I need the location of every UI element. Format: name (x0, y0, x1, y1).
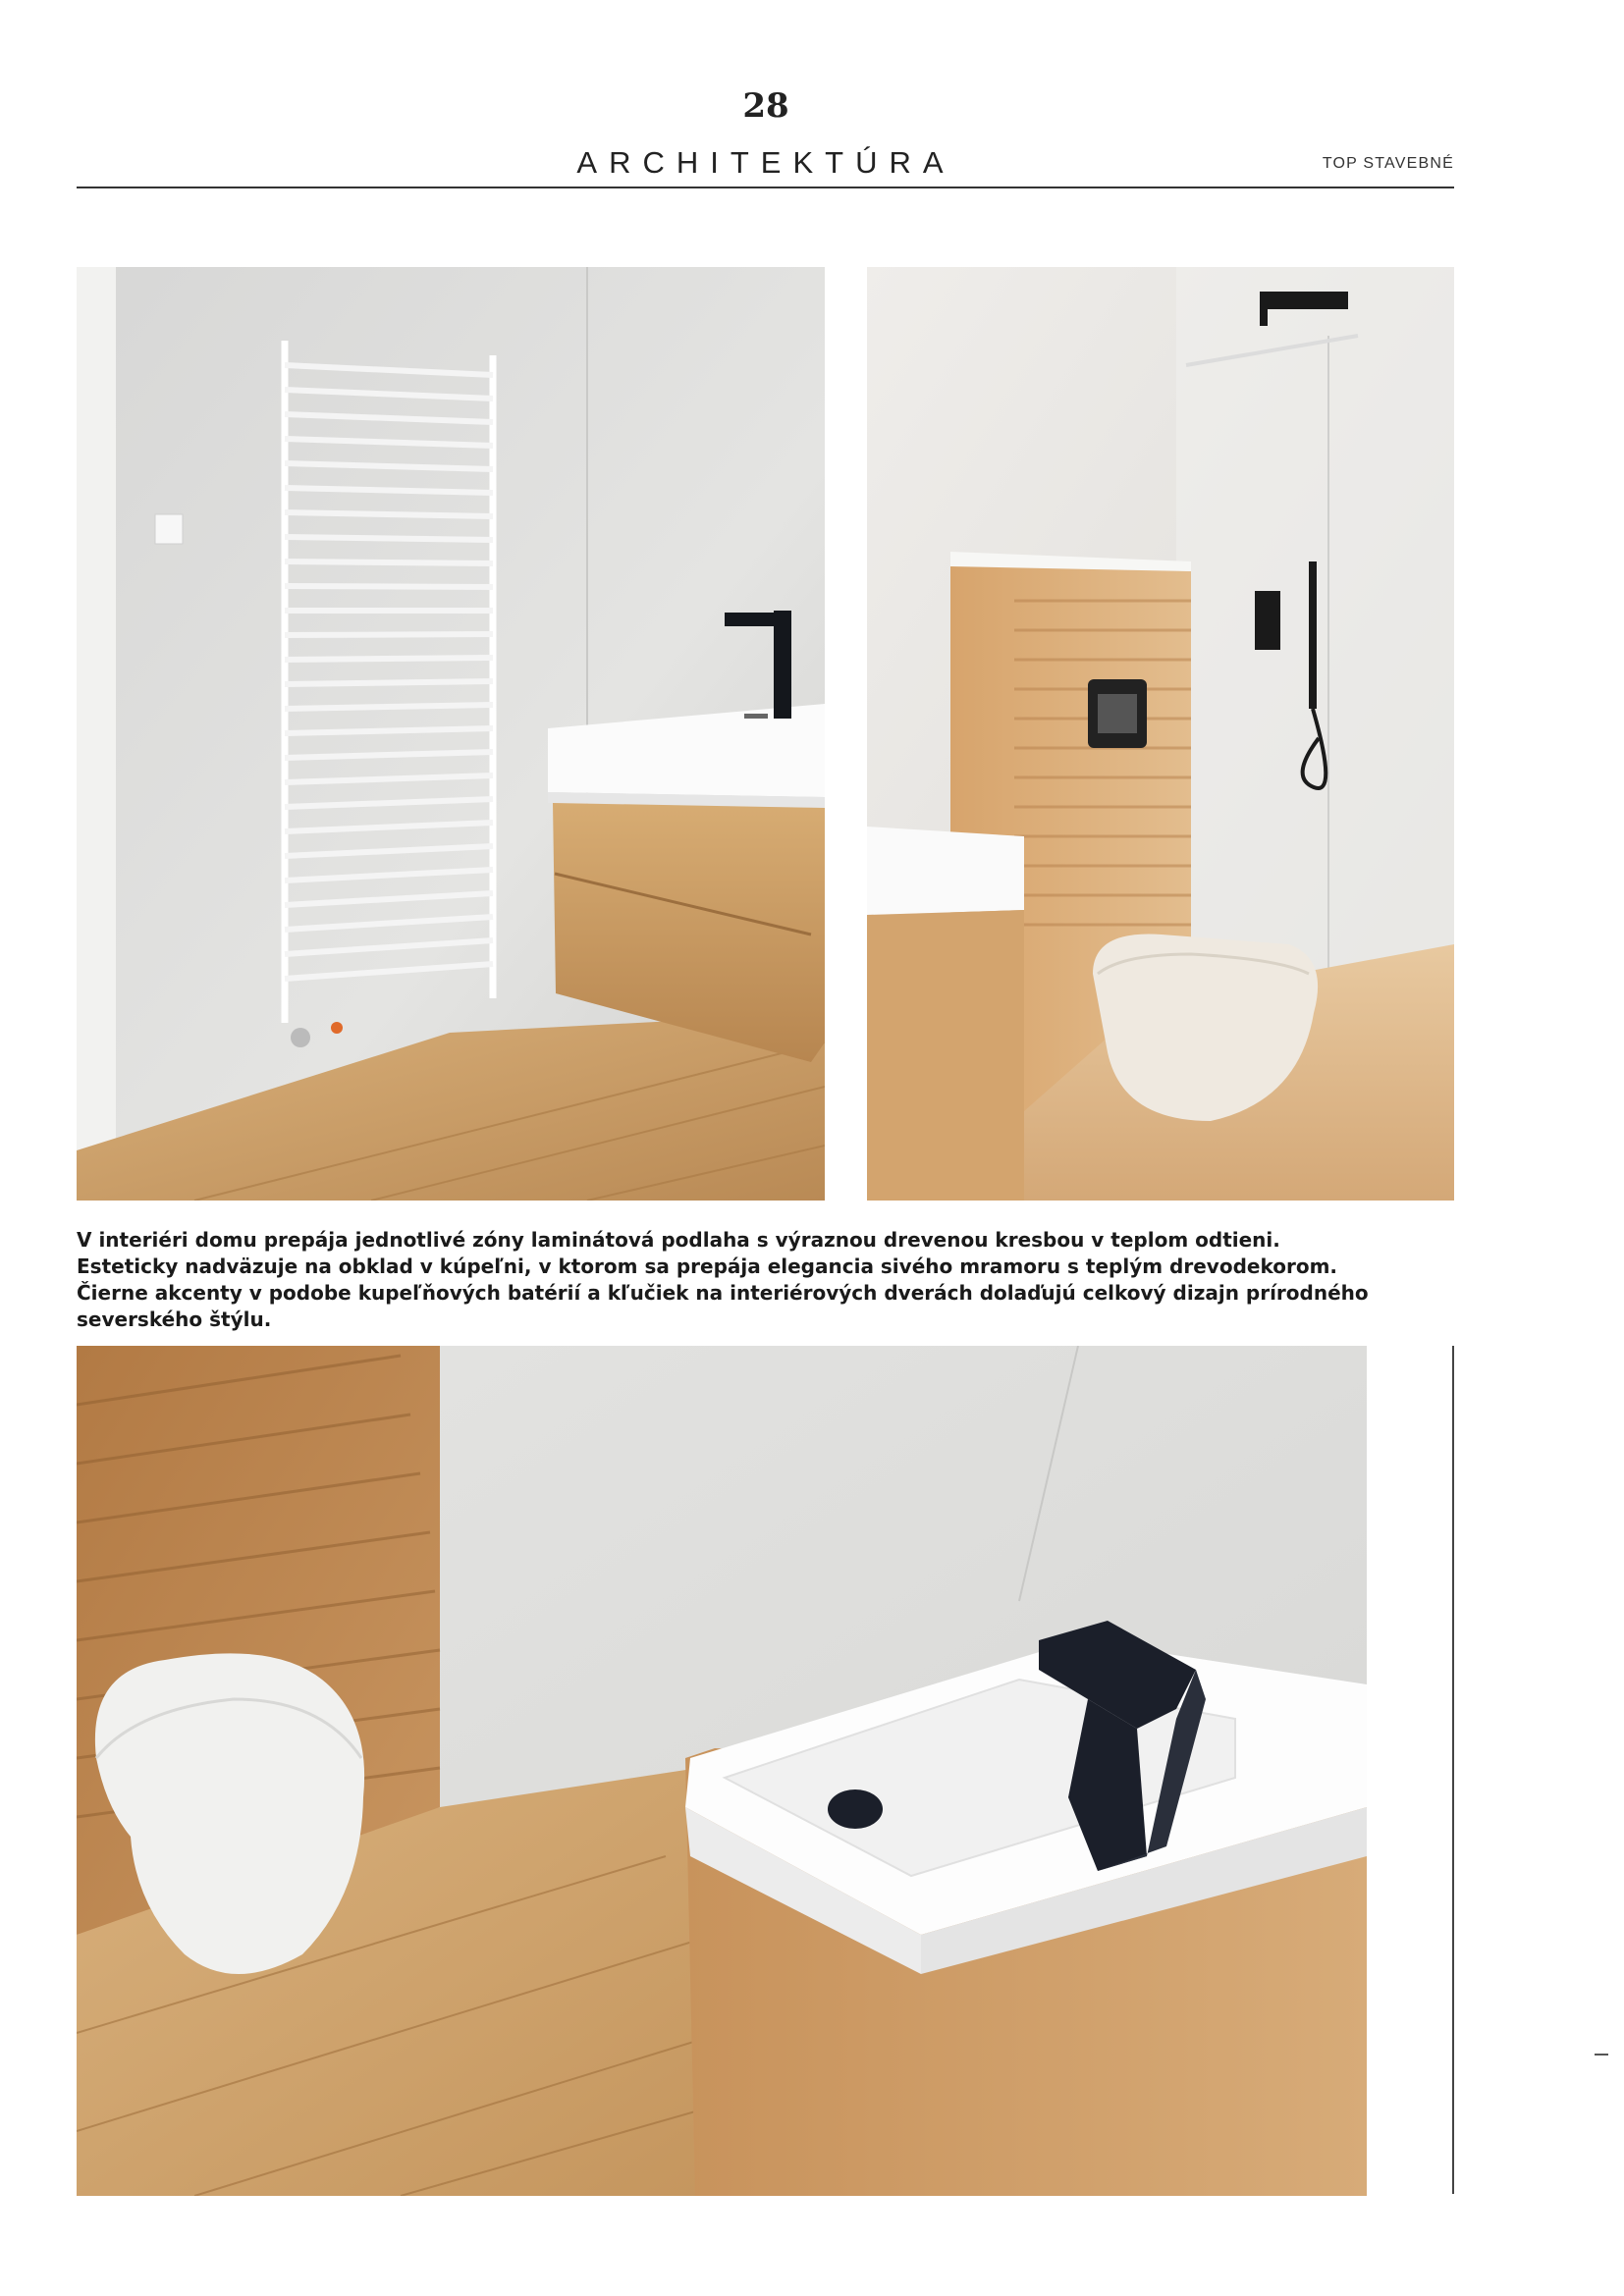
caption-line: Esteticky nadväzuje na obklad v kúpeľni, v ktorom sa prepája elegancia sivého mramoru s teplým drevodekorom. (77, 1255, 1338, 1278)
photo-toilet-and-shower (867, 267, 1454, 1201)
photo-radiator-and-vanity (77, 267, 825, 1201)
photo-caption (77, 1227, 1471, 1333)
edge-mark (1595, 2054, 1608, 2056)
caption-line: Čierne akcenty v podobe kupeľňových batérií a kľučiek na interiérových dverách dolaďujú celkový dizajn prírodného severského štýlu. (77, 1281, 1369, 1331)
column-divider (1452, 1346, 1454, 2194)
photo-toilet-and-washbasin (77, 1346, 1367, 2196)
header-divider (77, 187, 1454, 188)
page-number: 28 (742, 86, 789, 126)
section-title: ARCHITEKTÚRA (576, 145, 955, 180)
caption-line: V interiéri domu prepája jednotlivé zóny laminátová podlaha s výraznou drevenou kresbou v teplom odtieni. (77, 1228, 1280, 1252)
magazine-brand: TOP STAVEBNÉ (1322, 155, 1454, 172)
